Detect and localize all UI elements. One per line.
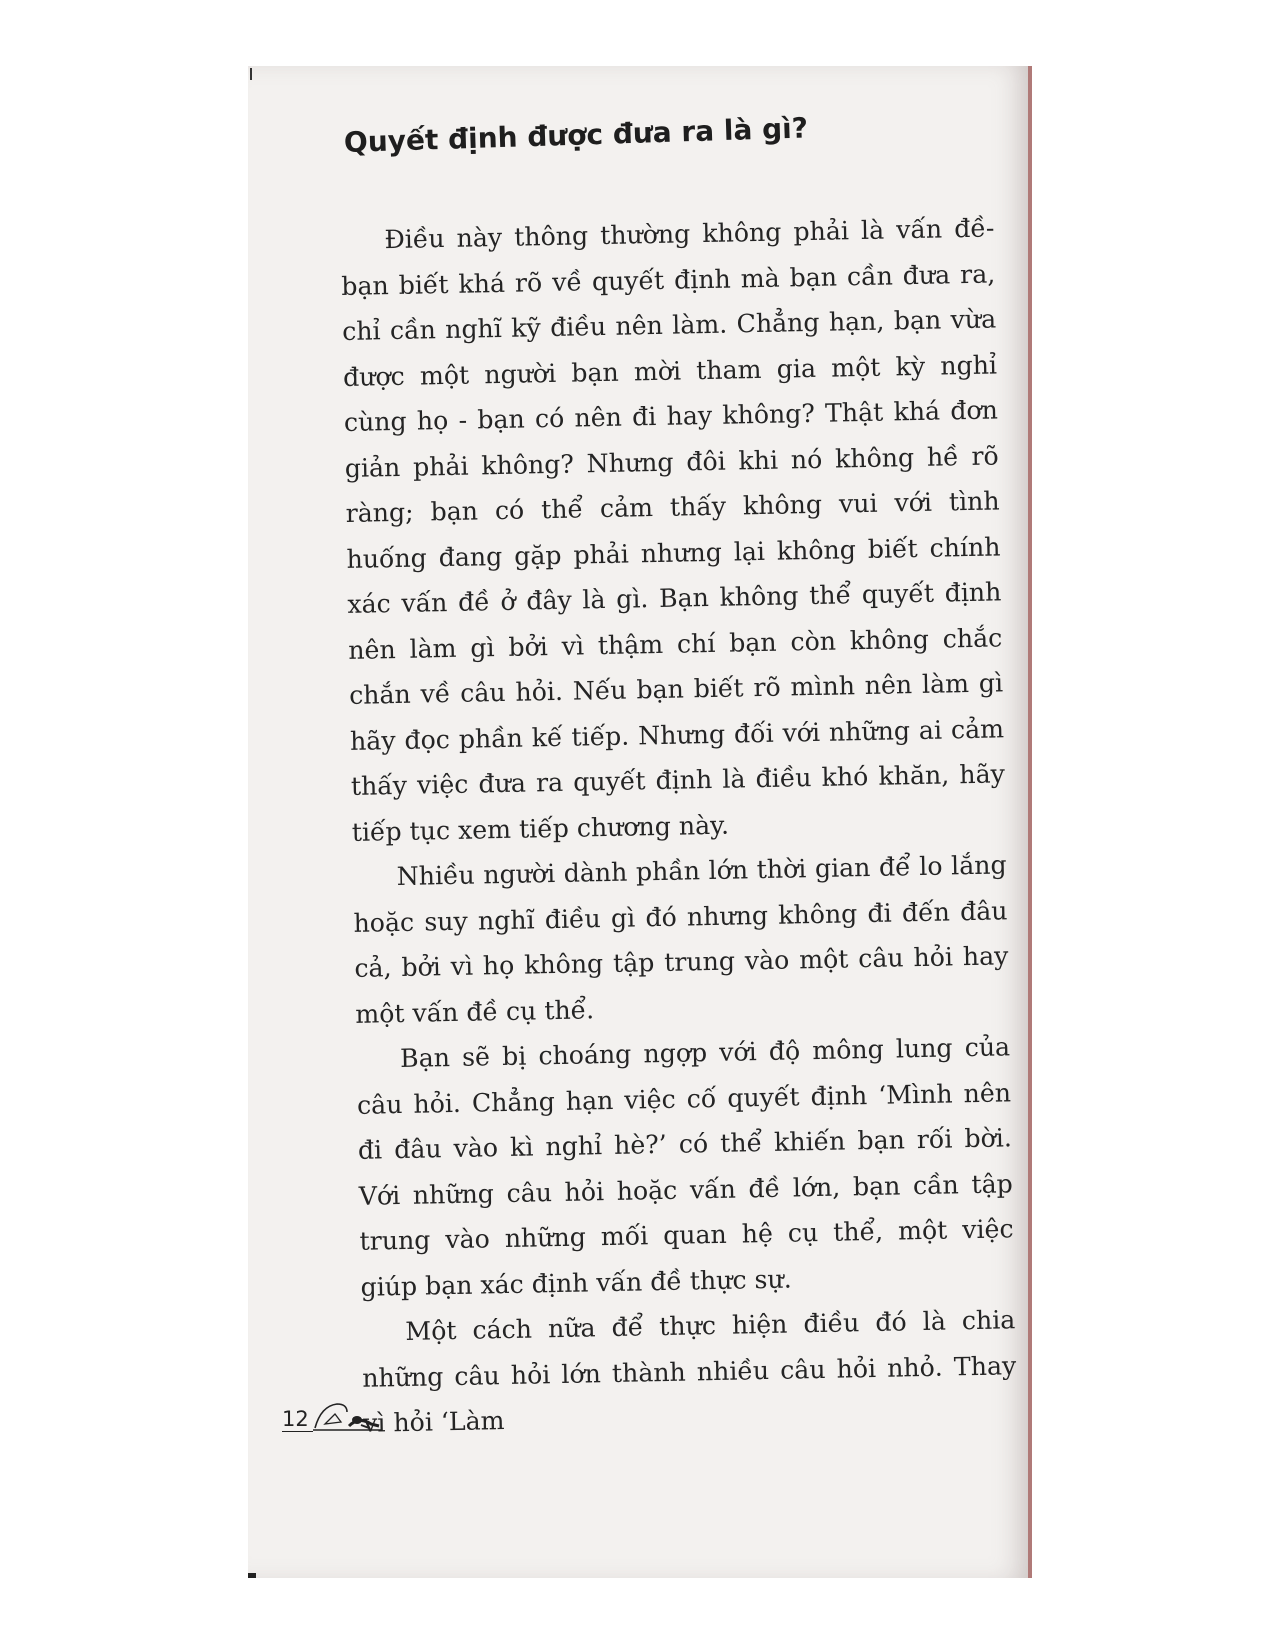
crop-mark [250, 68, 252, 80]
body-text [340, 205, 1017, 1446]
section-heading: Quyết định được đưa ra là gì? [343, 111, 809, 159]
thinker-figure-icon [311, 1398, 383, 1432]
paragraph-4: Một cách nữa để thực hiện điều đó là chia những câu hỏi lớn thành nhiều câu hỏi nhỏ. Thay vì hỏi ‘Làm [361, 1305, 1017, 1438]
crop-mark-bottom [248, 1573, 256, 1578]
page-number: 12 [282, 1407, 313, 1432]
paragraph-1: Điều này thông thường không phải là vấn đề- bạn biết khá rõ về quyết định mà bạn cần đưa ra, chỉ cần nghĩ kỹ điều nên làm. Chẳng hạn, bạn vừa được một người bạn mời tham gia một kỳ nghỉ cùng họ - bạn có nên đi hay không? Thật khá đơn giản phải không? Nhưng đôi khi nó không hề rõ ràng; bạn có thể cảm thấy không vui với tình huống đang gặp phải nhưng lại không biết chính xác vấn đề ở đây là gì. Bạn không thể quyết định nên làm gì bởi vì thậm chí bạn còn không chắc chắn về câu hỏi. Nếu bạn biết rõ mình nên làm gì hãy đọc phần kế tiếp. Nhưng đối với những ai cảm thấy việc đưa ra quyết định là điều khó khăn, hãy tiếp tục xem tiếp chương này. [341, 213, 1006, 847]
paragraph-3: Bạn sẽ bị choáng ngợp với độ mông lung của câu hỏi. Chẳng hạn việc cố quyết định ‘Mình nên đi đâu vào kì nghỉ hè?’ có thể khiến bạn rối bời. Với những câu hỏi hoặc vấn đề lớn, bạn cần tập trung vào những mối quan hệ cụ thể, một việc giúp bạn xác định vấn đề thực sự. [356, 1032, 1014, 1302]
page-folio [282, 1398, 383, 1432]
book-page [248, 66, 1032, 1578]
paragraph-2: Nhiều người dành phần lớn thời gian để lo lắng hoặc suy nghĩ điều gì đó nhưng không đi đến đâu cả, bởi vì họ không tập trung vào một câu hỏi hay một vấn đề cụ thể. [353, 850, 1009, 1029]
